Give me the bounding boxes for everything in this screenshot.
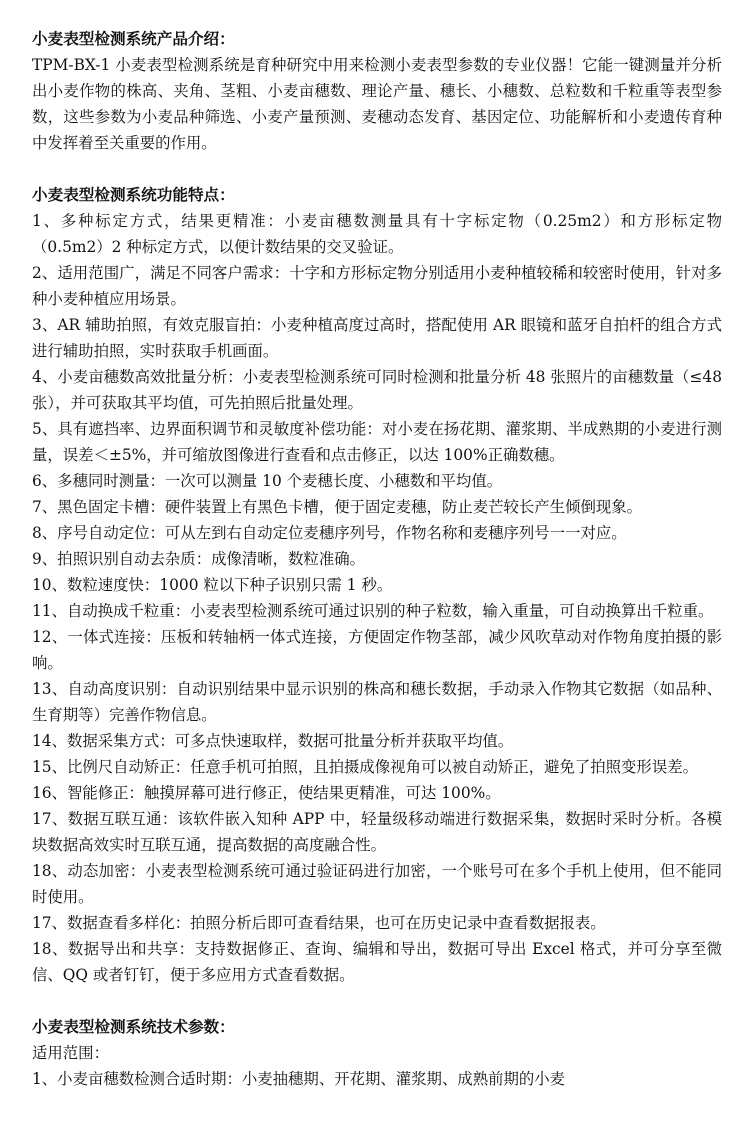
- intro-heading: 小麦表型检测系统产品介绍：: [32, 29, 235, 48]
- intro-paragraph: TPM-BX-1 小麦表型检测系统是育种研究中用来检测小麦表型参数的专业仪器！它能一键测量并分析出小麦作物的株高、夹角、茎粗、小麦亩穗数、理论产量、穗长、小穗数、总粒数和千粒重等表型参数，这些参数为小麦品种筛选、小麦产量预测、麦穗动态发育、基因定位、功能解析和小麦遗传育种中发挥着至关重要的作用。: [32, 56, 722, 152]
- feature-item: 18、数据导出和共享：支持数据修正、查询、编辑和导出，数据可导出 Excel 格式，并可分享至微信、QQ 或者钉钉，便于多应用方式查看数据。: [32, 940, 722, 984]
- intro-section: [32, 26, 722, 156]
- feature-item: 1、多种标定方式，结果更精准：小麦亩穗数测量具有十字标定物（0.25m2）和方形标定物（0.5m2）2 种标定方式，以便计数结果的交叉验证。: [32, 212, 722, 256]
- feature-item: 15、比例尺自动矫正：任意手机可拍照，且拍摄成像视角可以被自动矫正，避免了拍照变形误差。: [32, 758, 698, 776]
- feature-item: 17、数据查看多样化：拍照分析后即可查看结果，也可在历史记录中查看数据报表。: [32, 914, 606, 932]
- feature-item: 17、数据互联互通：该软件嵌入知种 APP 中，轻量级移动端进行数据采集，数据时采时分析。各模块数据高效实时互联互通，提高数据的高度融合性。: [32, 810, 722, 854]
- specs-section: [32, 1014, 722, 1092]
- feature-item: 16、智能修正：触摸屏幕可进行修正，使结果更精准，可达 100%。: [32, 784, 501, 802]
- feature-item: 7、黑色固定卡槽：硬件装置上有黑色卡槽，便于固定麦穗，防止麦芒较长产生倾倒现象。: [32, 498, 643, 516]
- feature-item: 14、数据采集方式：可多点快速取样，数据可批量分析并获取平均值。: [32, 732, 514, 750]
- feature-item: 11、自动换成千粒重：小麦表型检测系统可通过识别的种子粒数，输入重量，可自动换算出千粒重。: [32, 602, 714, 620]
- specs-subheading: 适用范围：: [32, 1044, 109, 1062]
- feature-item: 10、数粒速度快：1000 粒以下种子识别只需 1 秒。: [32, 576, 393, 594]
- feature-item: 3、AR 辅助拍照，有效克服盲拍：小麦种植高度过高时，搭配使用 AR 眼镜和蓝牙自拍杆的组合方式进行辅助拍照，实时获取手机画面。: [32, 316, 722, 360]
- feature-item: 9、拍照识别自动去杂质：成像清晰，数粒准确。: [32, 550, 365, 568]
- spec-item: 1、小麦亩穗数检测合适时期：小麦抽穗期、开花期、灌浆期、成熟前期的小麦: [32, 1070, 566, 1088]
- features-section: [32, 182, 722, 988]
- feature-item: 8、序号自动定位：可从左到右自动定位麦穗序列号，作物名称和麦穗序列号一一对应。: [32, 524, 627, 542]
- feature-item: 12、一体式连接：压板和转轴柄一体式连接，方便固定作物茎部，减少风吹草动对作物角度拍摄的影响。: [32, 628, 722, 672]
- features-heading: 小麦表型检测系统功能特点：: [32, 185, 235, 204]
- feature-item: 5、具有遮挡率、边界面积调节和灵敏度补偿功能：对小麦在扬花期、灌浆期、半成熟期的小麦进行测量，误差＜±5%，并可缩放图像进行查看和点击修正，以达 100%正确数穗。: [32, 420, 722, 464]
- specs-heading: 小麦表型检测系统技术参数：: [32, 1017, 235, 1036]
- feature-item: 18、动态加密：小麦表型检测系统可通过验证码进行加密，一个账号可在多个手机上使用，但不能同时使用。: [32, 862, 722, 906]
- feature-item: 4、小麦亩穗数高效批量分析：小麦表型检测系统可同时检测和批量分析 48 张照片的亩穗数量（≤48 张），并可获取其平均值，可先拍照后批量处理。: [32, 368, 722, 412]
- feature-item: 2、适用范围广，满足不同客户需求：十字和方形标定物分别适用小麦种植较稀和较密时使用，针对多种小麦种植应用场景。: [32, 264, 722, 308]
- section-gap: [32, 988, 722, 1014]
- section-gap: [32, 156, 722, 182]
- feature-item: 13、自动高度识别：自动识别结果中显示识别的株高和穗长数据，手动录入作物其它数据（如品种、生育期等）完善作物信息。: [32, 680, 722, 724]
- feature-item: 6、多穗同时测量：一次可以测量 10 个麦穗长度、小穗数和平均值。: [32, 472, 503, 490]
